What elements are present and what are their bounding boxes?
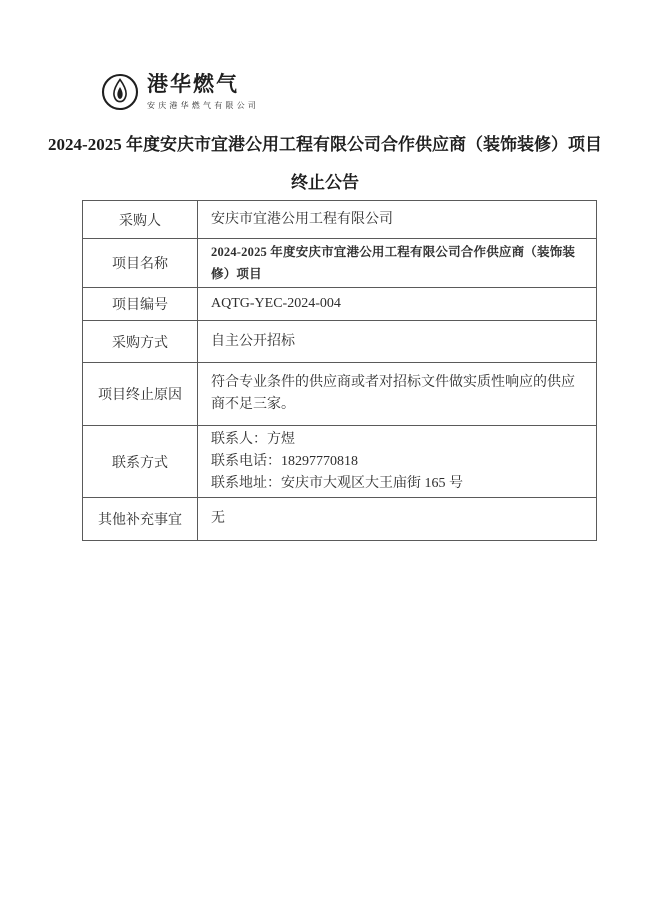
- table-row: [83, 201, 597, 239]
- row-value-termination-reason: 符合专业条件的供应商或者对招标文件做实质性响应的供应商不足三家。: [198, 363, 597, 426]
- contact-person-line: 联系人：方煜: [211, 431, 295, 447]
- table-row: [83, 426, 597, 498]
- table-row: [83, 498, 597, 541]
- page-title-line2: 终止公告: [291, 173, 359, 192]
- row-label-project-name: 项目名称: [83, 239, 198, 288]
- table-row: [83, 239, 597, 288]
- row-label-procurement-method: 采购方式: [83, 321, 198, 363]
- brand-subtitle: 安庆港华燃气有限公司: [147, 101, 259, 110]
- announcement-table: [82, 200, 597, 541]
- row-label-other-matters: 其他补充事宜: [83, 498, 198, 541]
- contact-address-line: 联系地址：安庆市大观区大王庙街 165 号: [211, 475, 463, 491]
- logo-text: [147, 73, 259, 111]
- contact-phone-line: 联系电话：18297770818: [211, 453, 358, 469]
- row-value-project-name: 2024-2025 年度安庆市宜港公用工程有限公司合作供应商（装饰装修）项目: [198, 239, 597, 288]
- page-title-line1: 2024-2025 年度安庆市宜港公用工程有限公司合作供应商（装饰装修）项目: [48, 135, 602, 154]
- row-value-procurement-method: 自主公开招标: [198, 321, 597, 363]
- row-label-termination-reason: 项目终止原因: [83, 363, 198, 426]
- flame-in-circle-icon: [100, 72, 140, 112]
- table-row: [83, 363, 597, 426]
- row-label-project-number: 项目编号: [83, 288, 198, 321]
- row-label-purchaser: 采购人: [83, 201, 198, 239]
- table-row: [83, 321, 597, 363]
- page-title: [0, 126, 650, 202]
- table-row: [83, 288, 597, 321]
- row-value-contact: [198, 426, 597, 498]
- company-logo: [100, 72, 259, 112]
- row-value-other-matters: 无: [198, 498, 597, 541]
- brand-name: 港华燃气: [147, 73, 239, 96]
- row-value-purchaser: 安庆市宜港公用工程有限公司: [198, 201, 597, 239]
- row-label-contact: 联系方式: [83, 426, 198, 498]
- row-value-project-number: AQTG-YEC-2024-004: [198, 288, 597, 321]
